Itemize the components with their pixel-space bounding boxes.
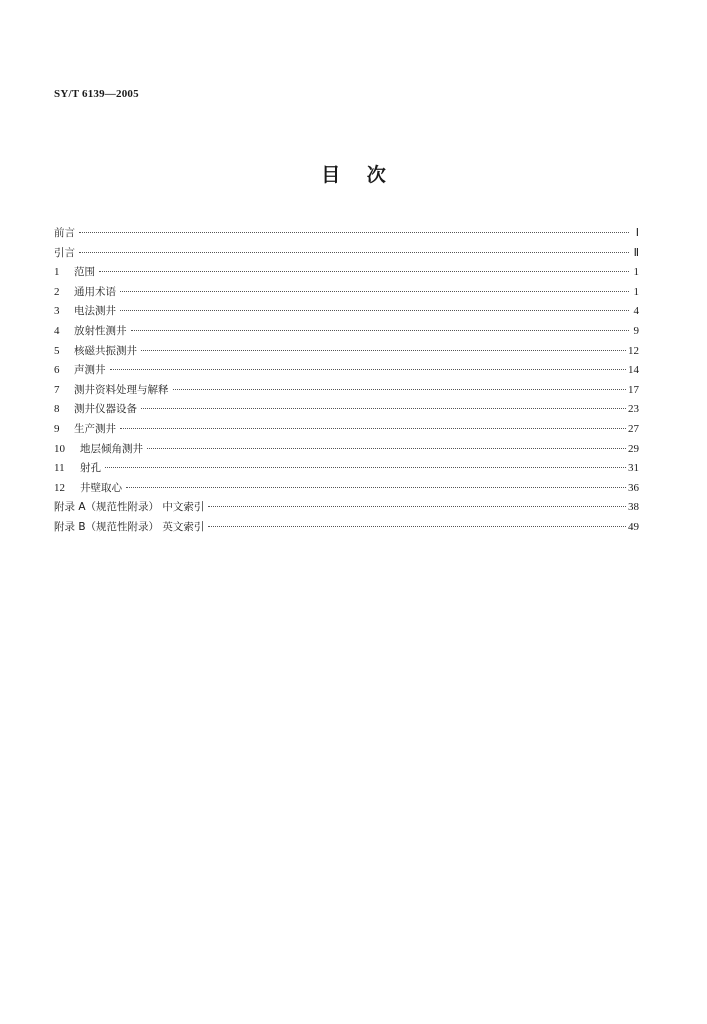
- toc-entry-number: 9: [54, 422, 60, 435]
- dot-leader: [173, 389, 627, 390]
- dot-leader: [120, 428, 626, 429]
- toc-entry-number: 1: [54, 266, 60, 279]
- toc-entry-page: 36: [628, 481, 639, 494]
- dot-leader: [105, 467, 626, 468]
- dot-leader: [141, 350, 626, 351]
- page-title: 目 次: [321, 164, 386, 186]
- toc-entry-number: 3: [54, 305, 60, 318]
- toc-entry-9[interactable]: [54, 421, 639, 441]
- toc-entry-page: 12: [628, 344, 639, 357]
- table-of-contents: [54, 225, 639, 539]
- standard-code: SY/T 6139—2005: [54, 88, 139, 100]
- toc-entry-number: 6: [54, 364, 60, 377]
- toc-entry-page: 23: [628, 403, 639, 416]
- toc-entry-number: 8: [54, 403, 60, 416]
- toc-entry-title: 电法测井: [74, 305, 116, 318]
- dot-leader: [141, 408, 626, 409]
- toc-entry-7[interactable]: [54, 382, 639, 402]
- dot-leader: [208, 506, 626, 507]
- toc-entry-title: 附录 B（规范性附录） 英文索引: [54, 520, 205, 533]
- toc-entry-appendix-b[interactable]: [54, 519, 639, 539]
- toc-entry-page: 27: [628, 422, 639, 435]
- toc-entry-page: 14: [628, 364, 639, 377]
- dot-leader: [79, 232, 629, 233]
- dot-leader: [99, 271, 629, 272]
- dot-leader: [120, 310, 629, 311]
- toc-entry-page: 17: [628, 383, 639, 396]
- dot-leader: [126, 487, 626, 488]
- toc-entry-8[interactable]: [54, 401, 639, 421]
- toc-entry-10[interactable]: [54, 441, 639, 461]
- toc-entry-title: 放射性测井: [74, 324, 127, 337]
- toc-entry-title: 井壁取心: [80, 481, 122, 494]
- toc-entry-title: 前言: [54, 227, 75, 239]
- toc-entry-page: Ⅰ: [635, 227, 639, 239]
- toc-entry-title: 测井资料处理与解释: [74, 383, 169, 396]
- toc-entry-title: 测井仪器设备: [74, 403, 137, 416]
- dot-leader: [208, 526, 626, 527]
- toc-entry-page: 9: [633, 324, 639, 337]
- toc-entry-number: 10: [54, 442, 65, 455]
- toc-entry-12[interactable]: [54, 480, 639, 500]
- toc-entry-5[interactable]: [54, 343, 639, 363]
- toc-entry-6[interactable]: [54, 362, 639, 382]
- toc-entry-page: 38: [628, 501, 639, 514]
- toc-entry-4[interactable]: [54, 323, 639, 343]
- toc-entry-number: 7: [54, 383, 60, 396]
- toc-entry-title: 生产测井: [74, 422, 116, 435]
- toc-entry-title: 通用术语: [74, 285, 116, 298]
- toc-entry-page: 1: [633, 266, 639, 279]
- toc-entry-appendix-a[interactable]: [54, 499, 639, 519]
- toc-entry-title: 核磁共振测井: [74, 344, 137, 357]
- toc-entry-number: 12: [54, 481, 65, 494]
- toc-entry-number: 2: [54, 285, 60, 298]
- toc-entry-number: 5: [54, 344, 60, 357]
- toc-entry-title: 地层倾角测井: [80, 442, 143, 455]
- toc-entry-foreword[interactable]: [54, 225, 639, 245]
- toc-entry-1[interactable]: [54, 264, 639, 284]
- toc-entry-page: Ⅱ: [633, 246, 639, 259]
- toc-entry-number: 11: [54, 462, 65, 475]
- toc-entry-introduction[interactable]: [54, 245, 639, 265]
- toc-entry-3[interactable]: [54, 303, 639, 323]
- dot-leader: [147, 448, 626, 449]
- toc-entry-page: 29: [628, 442, 639, 455]
- toc-entry-2[interactable]: [54, 284, 639, 304]
- toc-entry-page: 49: [628, 520, 639, 533]
- dot-leader: [131, 330, 630, 331]
- dot-leader: [120, 291, 629, 292]
- toc-entry-page: 31: [628, 462, 639, 475]
- toc-entry-page: 1: [633, 285, 639, 298]
- toc-entry-title: 范围: [74, 266, 95, 279]
- dot-leader: [79, 252, 629, 253]
- toc-entry-11[interactable]: [54, 460, 639, 480]
- toc-entry-title: 射孔: [80, 462, 101, 475]
- toc-entry-title: 附录 A（规范性附录） 中文索引: [54, 501, 205, 514]
- toc-entry-page: 4: [633, 305, 639, 318]
- toc-entry-title: 引言: [54, 246, 75, 259]
- toc-entry-number: 4: [54, 324, 60, 337]
- toc-entry-title: 声测井: [74, 364, 106, 377]
- dot-leader: [110, 369, 627, 370]
